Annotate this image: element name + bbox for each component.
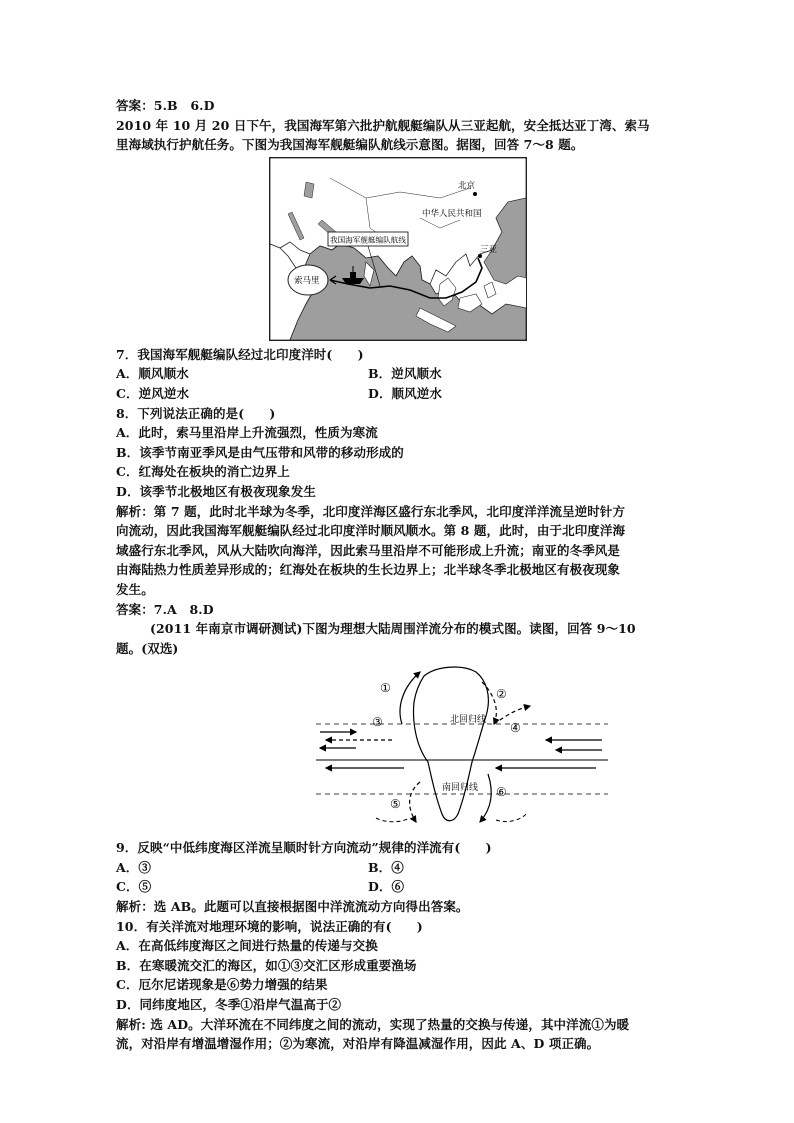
ocean-current-model bbox=[316, 662, 608, 832]
q10-option-a[interactable]: A．在高低纬度海区之间进行热量的传递与交换 bbox=[116, 938, 378, 954]
q8-stem: 8．下列说法正确的是( ) bbox=[116, 405, 276, 421]
sanya-label: 三亚 bbox=[480, 244, 498, 255]
q10-option-b[interactable]: B．在寒暖流交汇的海区，如①③交汇区形成重要渔场 bbox=[116, 957, 417, 973]
q7-option-c[interactable]: C．逆风逆水 bbox=[116, 385, 190, 401]
china-label: 中华人民共和国 bbox=[422, 208, 482, 219]
q9-options-row2 bbox=[116, 877, 678, 897]
answer-7-8: 答案：7.A 8.D bbox=[116, 601, 214, 617]
north-tropic-label: 北回归线 bbox=[450, 715, 487, 726]
q10-option-d[interactable]: D．同纬度地区，冬季①沿岸气温高于② bbox=[116, 997, 342, 1013]
analysis-10-line1: 解析: 选 AD。大洋环流在不同纬度之间的流动，实现了热量的交换与传递，其中洋流①为暖 bbox=[116, 1016, 630, 1032]
current-2-label: ② bbox=[496, 687, 507, 702]
beijing-marker-icon bbox=[473, 192, 477, 196]
q7-option-d[interactable]: D．顺风逆水 bbox=[368, 385, 442, 401]
answer-5-6: 答案：5.B 6.D bbox=[116, 98, 215, 113]
intro-9-10-line2: 题。(双选) bbox=[116, 640, 179, 656]
q9-option-b[interactable]: B．④ bbox=[368, 859, 404, 875]
analysis-7-8-line3: 域盛行东北季风，风从大陆吹向海洋，因此索马里沿岸不可能形成上升流；南亚的冬季风是 bbox=[116, 542, 621, 558]
intro-9-10-line1: (2011 年南京市调研测试)下图为理想大陆周围洋流分布的模式图。读图，回答 9～10 bbox=[150, 621, 636, 637]
q9-stem: 9．反映“中低纬度海区洋流呈顺时针方向流动”规律的洋流有( ) bbox=[116, 840, 492, 856]
q7-stem: 7．我国海军舰艇编队经过北印度洋时( ) bbox=[116, 346, 364, 362]
q9-options-row1 bbox=[116, 858, 678, 878]
south-tropic-label: 南回归线 bbox=[442, 783, 479, 794]
current-4-label: ④ bbox=[510, 721, 521, 736]
q8-option-d[interactable]: D．该季节北极地区有极夜现象发生 bbox=[116, 483, 316, 499]
current-3-label: ③ bbox=[372, 715, 383, 730]
navy-route-map bbox=[269, 157, 527, 341]
intro-7-8-line1: 2010 年 10 月 20 日下午，我国海军第六批护航舰艇编队从三亚起航，安全抵达亚丁湾、索马 bbox=[116, 117, 650, 133]
q8-option-c[interactable]: C．红海处在板块的消亡边界上 bbox=[116, 464, 290, 480]
intro-7-8-line2: 里海域执行护航任务。下图为我国海军舰艇编队航线示意图。据图，回答 7～8 题。 bbox=[116, 137, 584, 153]
q7-options-row2 bbox=[116, 384, 678, 404]
q7-option-a[interactable]: A．顺风顺水 bbox=[116, 366, 189, 382]
document-page bbox=[116, 96, 678, 1054]
current-6-label: ⑥ bbox=[496, 785, 507, 800]
analysis-9: 解析：选 AB。此题可以直接根据图中洋流流动方向得出答案。 bbox=[116, 899, 469, 915]
continent-outline bbox=[414, 667, 489, 821]
q9-option-a[interactable]: A．③ bbox=[116, 859, 151, 875]
q10-option-c[interactable]: C．厄尔尼诺现象是⑥势力增强的结果 bbox=[116, 977, 328, 993]
current-model-drawing bbox=[316, 662, 608, 832]
somalia-label: 索马里 bbox=[294, 275, 320, 286]
current-1-label: ① bbox=[380, 681, 391, 696]
current-5-label: ⑤ bbox=[390, 797, 401, 812]
beijing-label: 北京 bbox=[458, 180, 476, 191]
q9-option-d[interactable]: D．⑥ bbox=[368, 879, 405, 895]
analysis-7-8-line2: 向流动，因此我国海军舰艇编队经过北印度洋时顺风顺水。第 8 题，此时，由于北印度洋海 bbox=[116, 523, 626, 539]
route-map-drawing bbox=[270, 158, 526, 340]
q7-option-b[interactable]: B．逆风顺水 bbox=[368, 366, 442, 382]
analysis-7-8-line4: 由海陆热力性质差异形成的；红海处在板块的生长边界上；北半球冬季北极地区有极夜现象 bbox=[116, 562, 621, 578]
route-label: 我国海军舰艇编队航线 bbox=[330, 235, 406, 245]
q9-option-c[interactable]: C．⑤ bbox=[116, 879, 152, 895]
analysis-7-8-line1: 解析：第 7 题，此时北半球为冬季，北印度洋海区盛行东北季风，北印度洋洋流呈逆时针方 bbox=[116, 503, 626, 519]
q8-option-a[interactable]: A．此时，索马里沿岸上升流强烈，性质为寒流 bbox=[116, 425, 378, 441]
q8-option-b[interactable]: B．该季节南亚季风是由气压带和风带的移动形成的 bbox=[116, 444, 404, 460]
q10-stem: 10．有关洋流对地理环境的影响，说法正确的有( ) bbox=[116, 918, 423, 934]
q7-options-row1 bbox=[116, 364, 678, 384]
analysis-7-8-line5: 发生。 bbox=[116, 581, 154, 597]
analysis-10-line2: 流，对沿岸有增温增湿作用；②为寒流，对沿岸有降温减湿作用，因此 A、D 项正确。 bbox=[116, 1036, 600, 1052]
